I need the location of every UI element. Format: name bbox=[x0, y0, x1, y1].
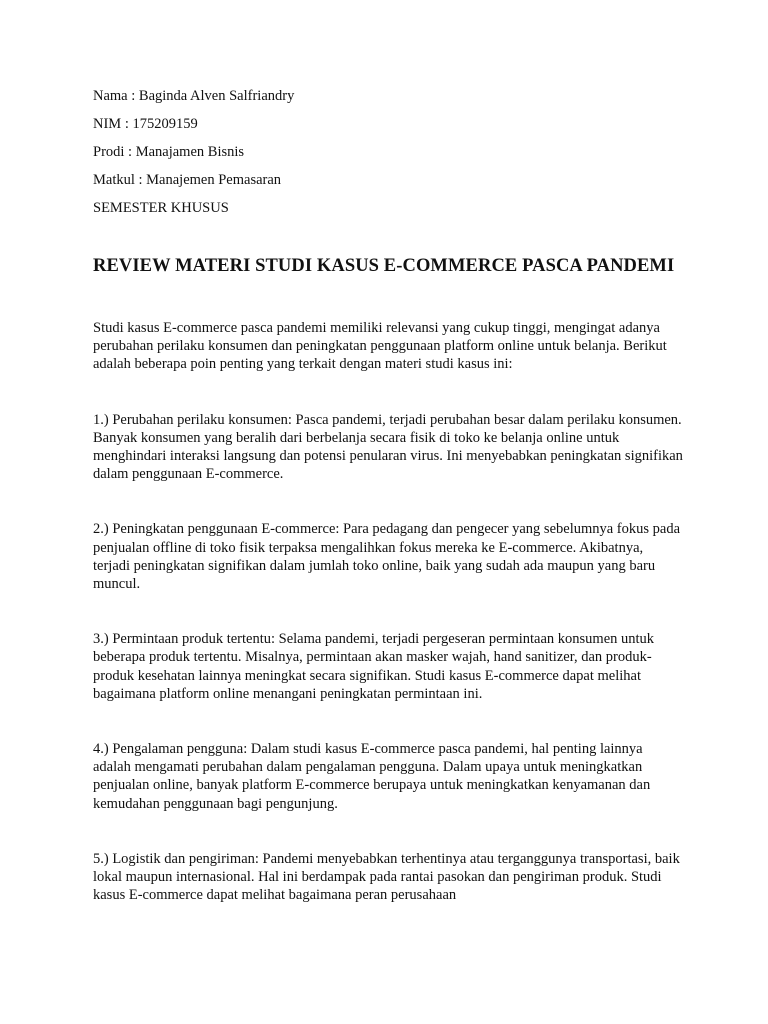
intro-paragraph: Studi kasus E-commerce pasca pandemi memiliki relevansi yang cukup tinggi, mengingat adanya perubahan perilaku konsumen dan peningkatan penggunaan platform online untuk belanja. Berikut adalah beberapa poin penting yang terkait dengan materi studi kasus ini: bbox=[93, 320, 667, 373]
student-nim: NIM : 175209159 bbox=[93, 116, 198, 132]
document-title: REVIEW MATERI STUDI KASUS E-COMMERCE PASCA PANDEMI bbox=[93, 256, 675, 276]
document-body bbox=[93, 86, 683, 904]
point-paragraph: 3.) Permintaan produk tertentu: Selama pandemi, terjadi pergeseran permintaan konsumen untuk beberapa produk tertentu. Misalnya, permintaan akan masker wajah, hand sanitizer, dan produk-produk kesehatan lainnya meningkat secara signifikan. Studi kasus E-commerce dapat melihat bagaimana platform online menangani peningkatan permintaan ini. bbox=[93, 631, 655, 702]
point-paragraph: 4.) Pengalaman pengguna: Dalam studi kasus E-commerce pasca pandemi, hal penting lainnya adalah mengamati perubahan dalam pengalaman pengguna. Dalam upaya untuk meningkatkan penjualan online, banyak platform E-commerce berupaya untuk meningkatkan kenyamanan dan kemudahan penggunaan bagi pengunjung. bbox=[93, 741, 651, 812]
student-name: Nama : Baginda Alven Salfriandry bbox=[93, 88, 295, 104]
point-paragraph: 2.) Peningkatan penggunaan E-commerce: Para pedagang dan pengecer yang sebelumnya fokus pada penjualan offline di toko fisik terpaksa mengalihkan fokus mereka ke E-commerce. Akibatnya, terjadi peningkatan signifikan dalam jumlah toko online, baik yang sudah ada maupun yang baru muncul. bbox=[93, 521, 681, 593]
point-paragraph: 1.) Perubahan perilaku konsumen: Pasca pandemi, terjadi perubahan besar dalam perilaku konsumen. Banyak konsumen yang beralih dari berbelanja secara fisik di toko ke belanja online untuk menghindari interaksi langsung dan potensi penularan virus. Ini menyebabkan peningkatan signifikan dalam penggunaan E-commerce. bbox=[93, 411, 683, 483]
study-program: Prodi : Manajamen Bisnis bbox=[93, 144, 245, 160]
course-name: Matkul : Manajemen Pemasaran bbox=[93, 172, 282, 188]
semester-label: SEMESTER KHUSUS bbox=[93, 200, 229, 216]
point-paragraph: 5.) Logistik dan pengiriman: Pandemi menyebabkan terhentinya atau terganggunya transportasi, baik lokal maupun internasional. Hal ini berdampak pada rantai pasokan dan pengiriman produk. Studi kasus E-commerce dapat melihat bagaimana peran perusahaan bbox=[93, 850, 680, 904]
